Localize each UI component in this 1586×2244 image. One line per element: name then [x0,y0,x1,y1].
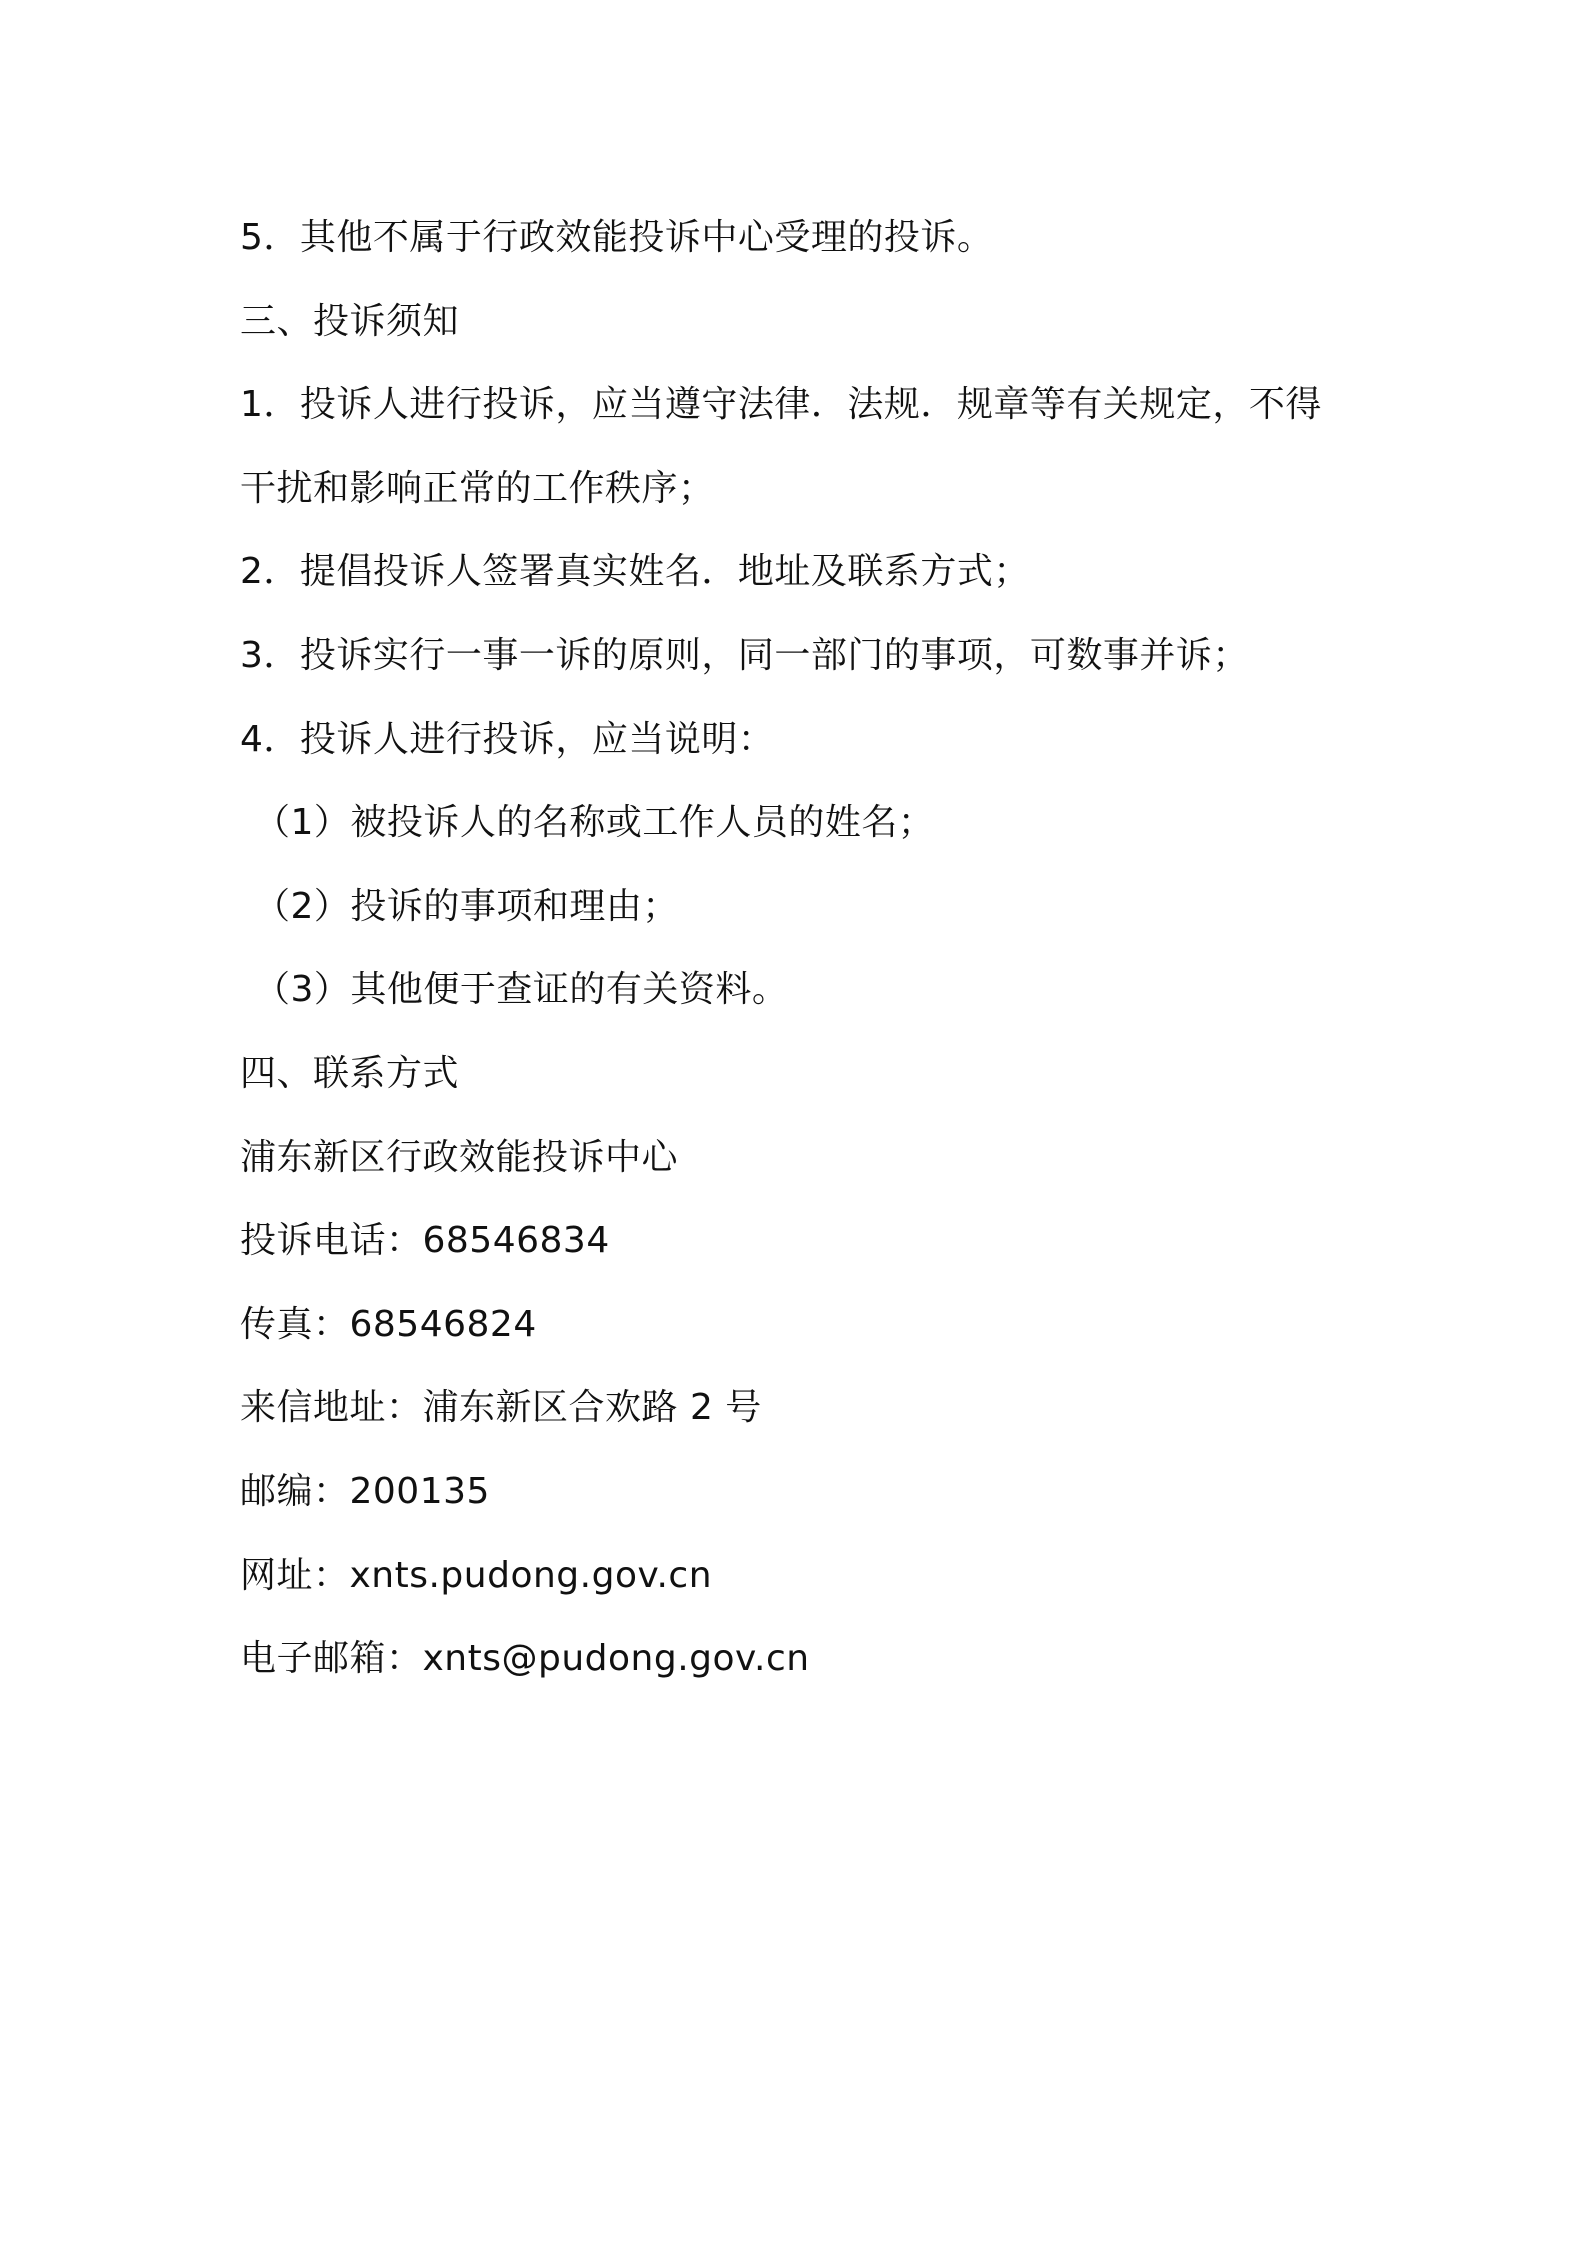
contact-postcode: 邮编：200135 [240,1470,490,1512]
sub-item-3: （3）其他便于查证的有关资料。 [254,969,789,1011]
list-item-3: 3．投诉实行一事一诉的原则，同一部门的事项，可数事并诉； [240,634,1249,676]
list-item-5: 5．其他不属于行政效能投诉中心受理的投诉。 [240,217,994,258]
sub-item-1: （1）被投诉人的名称或工作人员的姓名； [254,802,935,844]
contact-phone: 投诉电话：68546834 [240,1220,610,1262]
list-item-2: 2．提倡投诉人签署真实姓名．地址及联系方式； [240,551,1030,593]
section-heading-contact: 四、联系方式 [240,1052,460,1094]
list-item-4: 4．投诉人进行投诉，应当说明： [240,718,775,760]
sub-item-2: （2）投诉的事项和理由； [254,885,679,927]
contact-address: 来信地址：浦东新区合欢路 2 号 [240,1387,762,1429]
contact-email: 电子邮箱：xnts@pudong.gov.cn [240,1638,810,1680]
contact-fax: 传真：68546824 [240,1303,537,1345]
section-heading-complaint-notice: 三、投诉须知 [240,300,460,342]
contact-organization: 浦东新区行政效能投诉中心 [240,1136,679,1178]
list-item-1-continued: 干扰和影响正常的工作秩序； [240,467,715,509]
contact-website: 网址：xnts.pudong.gov.cn [240,1554,713,1596]
list-item-1: 1．投诉人进行投诉，应当遵守法律．法规．规章等有关规定，不得 [240,384,1322,426]
document-body [240,196,1380,1701]
